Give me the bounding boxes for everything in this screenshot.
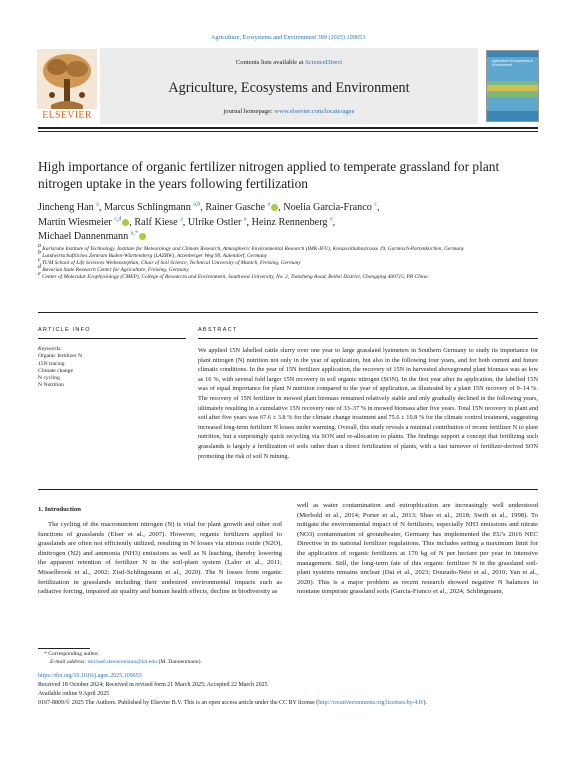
contents-prefix: Contents lists available at bbox=[235, 59, 306, 66]
keyword: 15N tracing bbox=[38, 360, 65, 367]
sciencedirect-link[interactable]: ScienceDirect bbox=[305, 59, 343, 66]
journal-homepage-link[interactable]: www.elsevier.com/locate/agee bbox=[274, 108, 355, 115]
author[interactable]: Ulrike Ostler $^a$ bbox=[187, 216, 247, 228]
article-title: High importance of organic fertilizer nitrogen applied to temperate grassland for plant nitrogen uptake in the years following fertilization bbox=[38, 159, 500, 191]
affiliation: $^a$ Karlsruhe Institute of Technology, Institute for Meteorology and Climate Research, Atmospheric Environmental Research (IMK-IFU), Kreuzeckbahnstrasse 19, Garmisch-Partenkirchen, Germany bbox=[38, 243, 465, 252]
author[interactable]: Rainer Gasche $^a$ bbox=[205, 202, 278, 213]
keyword: Climate change bbox=[38, 367, 73, 374]
cover-image-accent bbox=[487, 85, 538, 91]
author[interactable]: Martin Wiesmeier $^{c,d}$ bbox=[38, 217, 129, 228]
article-info-heading: ARTICLE INFO bbox=[38, 327, 91, 333]
intro-paragraph-right: well as water contamination and eutrophication are increasingly well understood (Merbold et al., 2014; Porter et al., 2013; Shao et al., 2018; Swift et al., 1998). To mitigate the environmental impact of N fertilizers, especially NH3 emissions and nitrate (NO3) contamination of groundwater, Germany has implemented the EU's 2016 NEC Directive in its national fertilizer regulations. This includes setting a maximum limit for the application of organic fertilizers at 170 kg of N per hectare per year in intensive management. Still, the long-term fate of this organic fertilizer N in the grassland soil-plant systems remains unclear (Dai et al., 2023; Dourado-Neto et al., 2010; Yan et al., 2020). This is a major problem as recent research showed negative N balances in montane temperate grassland soils (Garcia-Franco et al., 2024; Schlingmann, bbox=[297, 502, 538, 596]
license-suffix: ). bbox=[423, 700, 427, 706]
running-head-text[interactable]: Agriculture, Ecosystems and Environment 389 (2025) 109653 bbox=[210, 34, 366, 41]
author[interactable]: Marcus Schlingmann $^{a,b}$ bbox=[103, 201, 201, 213]
affiliation: $^e$ Center of Molecular Ecophysiology (CMEP), College of Resources and Environment, Southwest University, No. 2, Tiansheng Road, Beibei District, Chongqing 400715, PR China bbox=[38, 271, 428, 281]
homepage-line bbox=[100, 108, 478, 115]
keywords bbox=[38, 346, 186, 390]
divider bbox=[198, 338, 538, 339]
license-text: 0167-8809/© 2025 The Authors. Published by Elsevier B.V. This is an open access article under the CC BY license ( bbox=[38, 700, 319, 706]
author[interactable]: Michael Dannenmann $^{a,*}$ bbox=[38, 231, 146, 242]
keyword: N Nutrition bbox=[38, 382, 64, 389]
section-heading-introduction: 1. Introduction bbox=[38, 506, 81, 513]
email-footnote bbox=[50, 659, 202, 665]
history-dates: Received 18 October 2024; Received in revised form 21 March 2025; Accepted 22 March 2025 bbox=[38, 682, 268, 688]
elsevier-wordmark: ELSEVIER bbox=[42, 110, 92, 121]
cover-bottom-band bbox=[487, 111, 538, 121]
footnote-rule bbox=[38, 648, 90, 649]
divider bbox=[38, 489, 538, 490]
running-head[interactable] bbox=[0, 34, 576, 41]
divider bbox=[38, 338, 186, 339]
author[interactable]: Jincheng Han $^a$ bbox=[38, 201, 99, 213]
author[interactable]: Noelia Garcia-Franco $^c$ bbox=[283, 201, 377, 213]
header-rule bbox=[38, 127, 538, 129]
header-rule-thin bbox=[38, 131, 538, 132]
orcid-icon[interactable] bbox=[122, 219, 129, 226]
license-link[interactable]: http://creativecommons.org/licenses/by/4.0/ bbox=[318, 700, 424, 706]
cover-top-band bbox=[487, 51, 538, 57]
affiliation: $^b$ Landwirtschaftliches Zentrum Baden-Württemberg (LAZBW), Atzenberger Weg 99, Aulendorf, Germany bbox=[38, 250, 268, 260]
email-link[interactable]: michael.dannenmann@kit.edu bbox=[87, 659, 158, 665]
intro-paragraph-left: The cycling of the macronutrient nitrogen (N) is vital for plant growth and other soil functions of grasslands (Elser et al., 2007). However, organic fertilizers applied to grasslands are often not efficiently utilized, resulting in N losses via nitrous oxide (N2O), dinitrogen (N2) and ammonia (NH3) emissions as well as N leaching, thereby lowering the apparent retention of fertilizer N in the soil-plant system (Lalor et al., 2011; Misselbrook et al., 2002; Zistl-Schlingmann et al., 2020). The N losses from organic fertilization in grasslands including their undesired environmental impacts such as radiative forcing, impaired air quality and human health effects, decline in biodiversity as bbox=[38, 521, 282, 596]
affiliation: $^c$ TUM School of Life Sciences Weihenstephan, Chair of Soil Science, Technical University of Munich, Freising, Germany bbox=[38, 257, 301, 267]
abstract-text: We applied 15N labelled cattle slurry over one year to large grassland lysimeters in Southern Germany to study its importance for plant nitrogen (N) nutrition not only in the year of application, but also in the following four years, and for both current and future climatic conditions. In the year of 15N fertilizer application, the recovery of 15N in harvested aboveground plant biomass was as low as 16 %, with several fold larger 15N recovery in soil organic nitrogen (SON). In the first year after its application, the labelled 15N was of equal importance for plant N nutrition compared to the year of application, as illustrated by a plant 15N recovery of 9–14 %. The recovery of 15N fertilizer in mowed plant biomass remained relatively stable and only gradually declined in the following years, ultimately resulting in a cumulative 15N recovery rate of 33–37 % in mowed biomass after five years. Total 15N recovery in plant and soil after five years was 67.6 ± 3.8 % for the climate change treatment and 75.6 ± 10.8 % for the climate control treatment, suggesting increased long-term fertilizer N losses under warming. Overall, this study reveals a minimal contribution of recent fertilizer N to plant nutrition, but a surprisingly quick recycling via SON and re-allocation to plants. The findings support a concept that fertilizing such grasslands is largely a fertilization of soils rather than a direct fertilization of plants, with a fast turnover of fertilizer-derived SON promoting the risk of soil N mining. bbox=[198, 347, 538, 460]
contents-line bbox=[100, 59, 478, 66]
homepage-prefix: journal homepage: bbox=[223, 108, 275, 115]
author[interactable]: Heinz Rennenberg $^e$ bbox=[251, 216, 333, 228]
corresponding-text: Corresponding author. bbox=[48, 651, 100, 657]
license-line bbox=[38, 700, 538, 706]
divider bbox=[38, 312, 538, 313]
affiliations bbox=[38, 243, 538, 281]
doi-link[interactable]: https://doi.org/10.1016/j.agee.2025.109653 bbox=[38, 673, 142, 679]
footnote-marker: * bbox=[44, 651, 47, 657]
orcid-icon[interactable] bbox=[271, 204, 278, 211]
journal-title: Agriculture, Ecosystems and Environment bbox=[168, 80, 410, 96]
journal-cover-thumbnail[interactable] bbox=[486, 50, 539, 122]
email-suffix: (M. Dannenmann). bbox=[157, 659, 202, 665]
elsevier-tree-logo-icon bbox=[37, 49, 97, 117]
available-online: Available online 9 April 2025 bbox=[38, 691, 110, 697]
author-list: Jincheng Han $^a$, Marcus Schlingmann $^{a,b}$, Rainer Gasche $^a$ , Noelia Garcia-Franco $^c$, Martin Wiesmeier $^{c,d}$ , Ralf Kiese $^a$, Ulrike Ostler $^a$, Heinz Rennenberg $^e$, Michael Dannenmann $^{a,*}$ bbox=[38, 201, 380, 243]
author[interactable]: Ralf Kiese $^a$ bbox=[134, 216, 183, 228]
email-label: E-mail address: bbox=[50, 659, 88, 665]
keyword: Organic fertilizer N bbox=[38, 353, 83, 360]
affiliation: $^d$ Bavarian State Research Center for Agriculture, Freising, Germany bbox=[38, 264, 189, 274]
orcid-icon[interactable] bbox=[139, 233, 146, 240]
corresponding-footnote bbox=[44, 651, 99, 657]
abstract-heading: ABSTRACT bbox=[198, 327, 238, 333]
cover-title: Agriculture Ecosystems & Environment bbox=[492, 59, 533, 68]
keywords-heading: Keywords: bbox=[38, 346, 63, 352]
keyword: N cycling bbox=[38, 375, 60, 382]
